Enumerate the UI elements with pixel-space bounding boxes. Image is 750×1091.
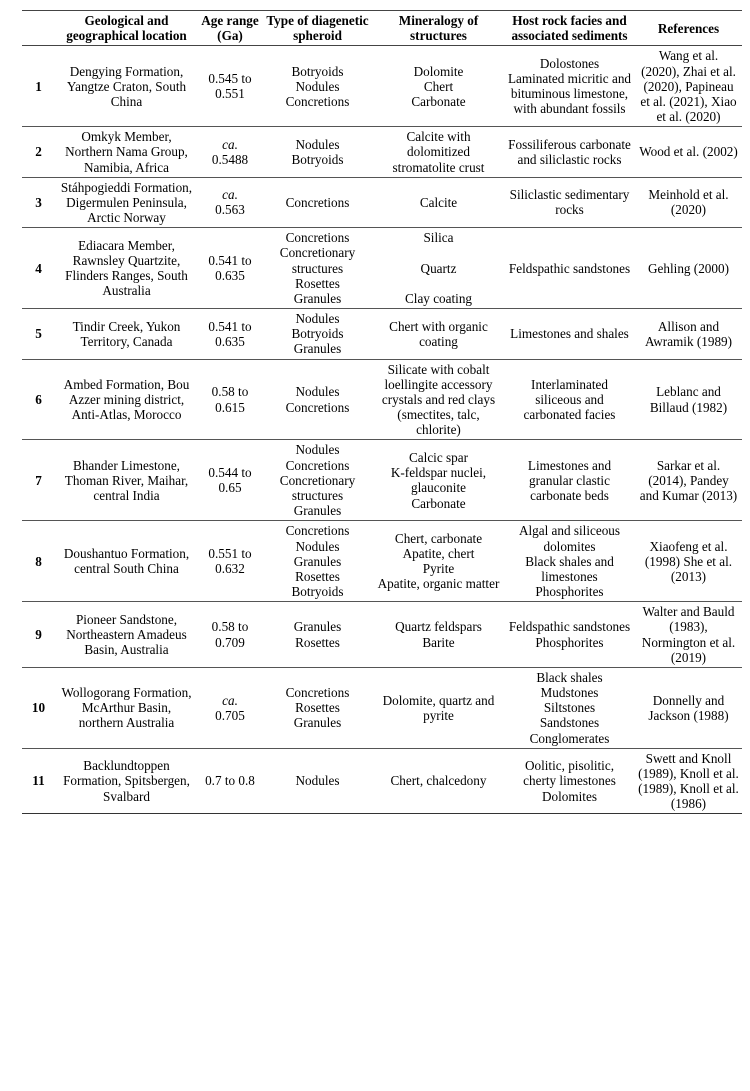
cell-references: Meinhold et al. (2020) [648,187,729,218]
cell-references: Sarkar et al. (2014), Pandey and Kumar (2013) [639,457,738,503]
cell-references: Leblanc and Billaud (1982) [649,384,728,415]
cell-references: Walter and Bauld (1983), Normington et al. (2019) [641,604,736,665]
cell-host-rock-facies: Fossiliferous carbonate and siliclastic rocks [508,136,631,167]
cell-location: Tindir Creek, Yukon Territory, Canada [72,318,181,349]
column-header-number [22,11,55,46]
table-header [22,11,742,46]
cell-host-rock-facies: Algal and siliceous dolomites Black shales and limestones Phosphorites [518,523,621,600]
cell-spheroid-type: Concretions Concretionary structures Rosettes Granules [279,230,356,306]
column-header-type: Type of diagenetic spheroid [266,13,369,44]
cell-host-rock-facies: Feldspathic sandstones [508,260,631,276]
cell-references: Gehling (2000) [648,260,729,276]
cell-location: Backlundtoppen Formation, Spitsbergen, Svalbard [63,758,190,804]
cell-references: Wang et al. (2020), Zhai et al. (2020), Papineau et al. (2021), Xiao et al. (2020) [640,48,737,125]
cell-mineralogy: Calcite [419,194,458,210]
cell-references: Allison and Awramik (1989) [644,318,733,349]
cell-host-rock-facies: Black shales Mudstones Siltstones Sandstones Conglomerates [529,669,610,746]
table-row [22,228,742,309]
cell-age-range: ca. 0.705 [215,692,245,723]
row-number: 5 [35,326,42,342]
cell-references: Xiaofeng et al. (1998) She et al. (2013) [644,538,733,584]
cell-host-rock-facies: Feldspathic sandstones Phosphorites [508,619,631,650]
cell-spheroid-type: Nodules Botryoids [291,136,344,167]
column-header-references: References [657,20,720,36]
cell-age-range: 0.7 to 0.8 [205,773,255,789]
diagenetic-spheroids-table [22,10,742,814]
cell-mineralogy: Silicate with cobalt loellingite accessory crystals and red clays (smectites, talc, chlorite) [381,361,496,438]
cell-location: Wollogorang Formation, McArthur Basin, northern Australia [61,685,192,731]
row-number: 4 [35,260,42,276]
cell-spheroid-type: Nodules Botryoids Granules [291,311,344,357]
cell-references: Wood et al. (2002) [639,144,738,160]
cell-mineralogy: Dolomite Chert Carbonate [411,63,466,109]
cell-mineralogy: Calcite with dolomitized stromatolite crust [392,129,485,175]
cell-spheroid-type: Botryoids Nodules Concretions [285,63,350,109]
cell-host-rock-facies: Limestones and granular clastic carbonate beds [527,457,612,503]
cell-references: Donnelly and Jackson (1988) [648,692,729,723]
cell-host-rock-facies: Limestones and shales [510,326,629,342]
cell-age-range: ca. 0.563 [215,187,245,218]
cell-location: Dengying Formation, Yangtze Craton, South China [66,63,187,109]
cell-age-range: 0.545 to 0.551 [208,71,252,102]
cell-host-rock-facies: Dolostones Laminated micritic and bituminous limestone, with abundant fossils [507,55,632,117]
cell-location: Doushantuo Formation, central South China [63,546,190,577]
cell-location: Omkyk Member, Northern Nama Group, Namibia, Africa [65,129,188,175]
cell-host-rock-facies: Siliclastic sedimentary rocks [509,187,630,218]
cell-location: Stáhpogieddi Formation, Digermulen Peninsula, Arctic Norway [60,179,193,226]
cell-location: Pioneer Sandstone, Northeastern Amadeus Basin, Australia [66,611,187,658]
cell-mineralogy: Chert with organic coating [389,318,488,349]
cell-mineralogy: Silica Quartz Clay coating [404,230,473,306]
cell-age-range: 0.58 to 0.615 [211,384,249,415]
cell-spheroid-type: Concretions Rosettes Granules [285,685,350,731]
cell-location: Ediacara Member, Rawnsley Quartzite, Flinders Ranges, South Australia [65,237,188,299]
cell-mineralogy: Dolomite, quartz and pyrite [382,692,495,723]
table-row [22,309,742,360]
row-number: 10 [31,700,46,716]
cell-age-range: 0.541 to 0.635 [208,252,252,284]
cell-mineralogy: Quartz feldspars Barite [395,619,482,650]
row-number: 3 [35,194,42,210]
row-number: 6 [35,391,42,407]
cell-spheroid-type: Granules Rosettes [293,619,342,650]
cell-spheroid-type: Nodules [295,773,340,789]
cell-host-rock-facies: Oolitic, pisolitic, cherty limestones Dolomites [523,758,616,804]
column-header-age: Age range (Ga) [201,13,259,44]
row-number: 2 [35,144,42,160]
cell-host-rock-facies: Interlaminated siliceous and carbonated facies [523,376,616,423]
table-row [22,127,742,178]
column-header-mineralogy: Mineralogy of structures [398,13,479,44]
table-row [22,46,742,127]
row-number: 11 [32,773,45,789]
cell-spheroid-type: Nodules Concretions [285,384,350,415]
header-row [22,11,742,46]
cell-mineralogy: Chert, chalcedony [390,773,487,789]
cell-age-range: ca. 0.5488 [211,136,249,167]
cell-age-range: 0.544 to 0.65 [208,465,252,496]
cell-age-range: 0.551 to 0.632 [208,546,252,577]
column-header-location: Geological and geographical location [66,13,187,44]
cell-mineralogy: Calcic spar K-feldspar nuclei, glauconite Carbonate [390,450,487,511]
row-number: 8 [35,553,42,569]
cell-location: Ambed Formation, Bou Azzer mining district, Anti-Atlas, Morocco [63,376,190,423]
table-body [22,46,742,814]
table-row [22,602,742,668]
cell-spheroid-type: Nodules Concretions Concretionary structures Granules [279,442,356,519]
cell-age-range: 0.541 to 0.635 [208,318,252,349]
table-row [22,667,742,748]
cell-mineralogy: Chert, carbonate Apatite, chert Pyrite Apatite, organic matter [377,530,500,592]
cell-location: Bhander Limestone, Thoman River, Maihar, central India [64,457,189,503]
table-row [22,440,742,521]
row-number: 9 [35,626,42,642]
cell-spheroid-type: Concretions Nodules Granules Rosettes Botryoids [285,523,350,600]
table-row [22,177,742,228]
table-row [22,748,742,814]
cell-spheroid-type: Concretions [285,194,350,210]
column-header-host-rock: Host rock facies and associated sediments [511,13,628,44]
table-row [22,359,742,440]
table-row [22,521,742,602]
row-number: 1 [35,78,42,94]
cell-references: Swett and Knoll (1989), Knoll et al. (1989), Knoll et al. (1986) [638,750,739,812]
cell-age-range: 0.58 to 0.709 [211,619,249,650]
row-number: 7 [35,472,42,488]
